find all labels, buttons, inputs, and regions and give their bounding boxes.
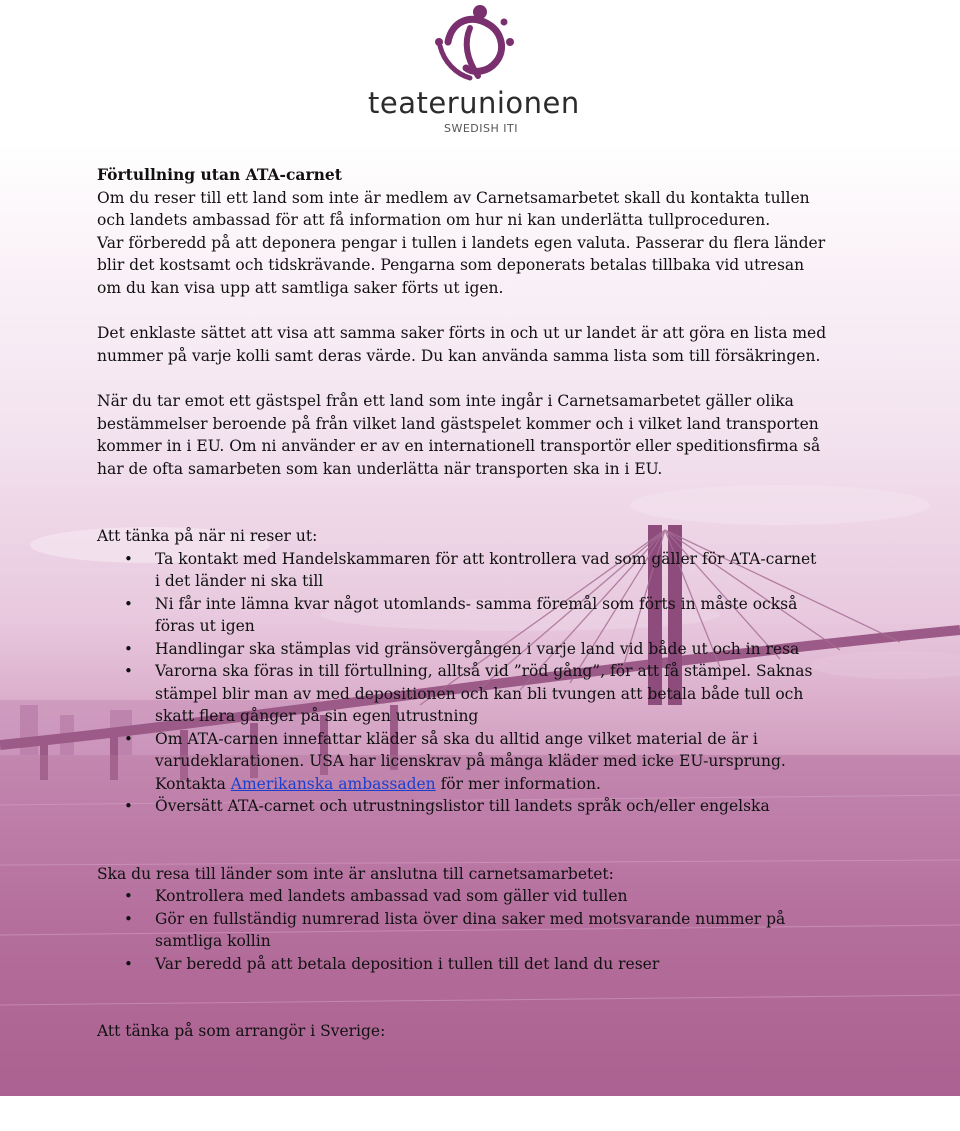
section-heading-non-member-countries: Ska du resa till länder som inte är anslutna till carnetsamarbetet: xyxy=(97,864,614,883)
paragraph-guest-performance xyxy=(97,390,867,480)
logo-wordmark: teaterunionen xyxy=(368,86,580,120)
embassy-link[interactable]: Amerikanska ambassaden xyxy=(230,774,436,793)
text-line: varudeklarationen. USA har licenskrav på många kläder med icke EU-ursprung. xyxy=(155,752,786,770)
list-item xyxy=(97,728,867,796)
text-line: om du kan visa upp att samtliga saker förts ut igen. xyxy=(97,278,504,297)
text-line: Varorna ska föras in till förtullning, alltså vid ”röd gång”, för att få stämpel. Saknas xyxy=(155,662,813,680)
text-line: Gör en fullständig numrerad lista över dina saker med motsvarande nummer på xyxy=(155,909,786,928)
list-item xyxy=(97,548,867,593)
text-line: stämpel blir man av med depositionen och kan bli tvungen att betala både tull och xyxy=(155,684,804,703)
text-line: har de ofta samarbeten som kan underlätta när transporten ska in i EU. xyxy=(97,459,663,478)
text-line: Ta kontakt med Handelskammaren för att kontrollera vad som gäller för ATA-carnet xyxy=(155,549,817,568)
text-line: för mer information. xyxy=(435,774,601,793)
text-line: i det länder ni ska till xyxy=(155,572,324,590)
text-line: skatt flera gånger på sin egen utrustning xyxy=(155,707,479,725)
list-item xyxy=(97,795,867,818)
list-item xyxy=(97,908,867,953)
page-header xyxy=(0,0,960,145)
text-line: När du tar emot ett gästspel från ett land som inte ingår i Carnetsamarbetet gäller olika xyxy=(97,392,794,410)
text-line: Handlingar ska stämplas vid gränsövergången i varje land vid både ut och in resa xyxy=(155,639,800,658)
paragraph-list-tip xyxy=(97,322,867,367)
text-line: samtliga kollin xyxy=(155,932,271,950)
text-line: bestämmelser beroende på från vilket land gästspelet kommer och i vilket land transporten xyxy=(97,414,819,433)
text-line: Om ATA-carnen innefattar kläder så ska du alltid ange vilket material de är i xyxy=(155,729,758,748)
text-line: Det enklaste sättet att visa att samma saker förts in och ut ur landet är att göra en lista med xyxy=(97,324,827,342)
page-footer-margin xyxy=(0,1096,960,1131)
text-line: Var beredd på att betala deposition i tullen till det land du reser xyxy=(155,954,660,973)
list-item xyxy=(97,885,867,908)
text-line: föras ut igen xyxy=(155,617,255,635)
logo-subtitle: SWEDISH ITI xyxy=(444,122,518,135)
text-line: Översätt ATA-carnet och utrustningslistor till landets språk och/eller engelska xyxy=(155,797,770,815)
text-line: kommer in i EU. Om ni använder er av en internationell transportör eller speditionsfirma så xyxy=(97,437,821,455)
paragraph-intro xyxy=(97,187,867,300)
non-member-list xyxy=(97,885,867,975)
dancing-figure-icon xyxy=(430,2,520,86)
text-line: blir det kostsamt och tidskrävande. Pengarna som deponerats betalas tillbaka vid utresan xyxy=(97,256,805,274)
text-line: Ni får inte lämna kvar något utomlands- samma föremål som förts in måste också xyxy=(155,594,798,613)
text-line: nummer på varje kolli samt deras värde. Du kan använda samma lista som till försäkringen. xyxy=(97,346,821,365)
section-title: Förtullning utan ATA-carnet xyxy=(97,165,342,184)
document-body xyxy=(97,164,867,1043)
text-line: Om du reser till ett land som inte är medlem av Carnetsamarbetet skall du kontakta tullen xyxy=(97,188,810,207)
section-heading-organizer: Att tänka på som arrangör i Sverige: xyxy=(97,1022,386,1040)
list-item xyxy=(97,953,867,976)
list-item xyxy=(97,593,867,638)
text-line: Var förberedd på att deponera pengar i tullen i landets egen valuta. Passerar du flera länder xyxy=(97,233,826,252)
travel-out-list xyxy=(97,548,867,818)
list-item xyxy=(97,660,867,728)
section-heading-travel-out: Att tänka på när ni reser ut: xyxy=(97,527,318,545)
text-line: och landets ambassad för att få information om hur ni kan underlätta tullproceduren. xyxy=(97,211,771,229)
text-line: Kontakta xyxy=(155,774,231,793)
text-line: Kontrollera med landets ambassad vad som gäller vid tullen xyxy=(155,887,628,905)
list-item xyxy=(97,638,867,661)
